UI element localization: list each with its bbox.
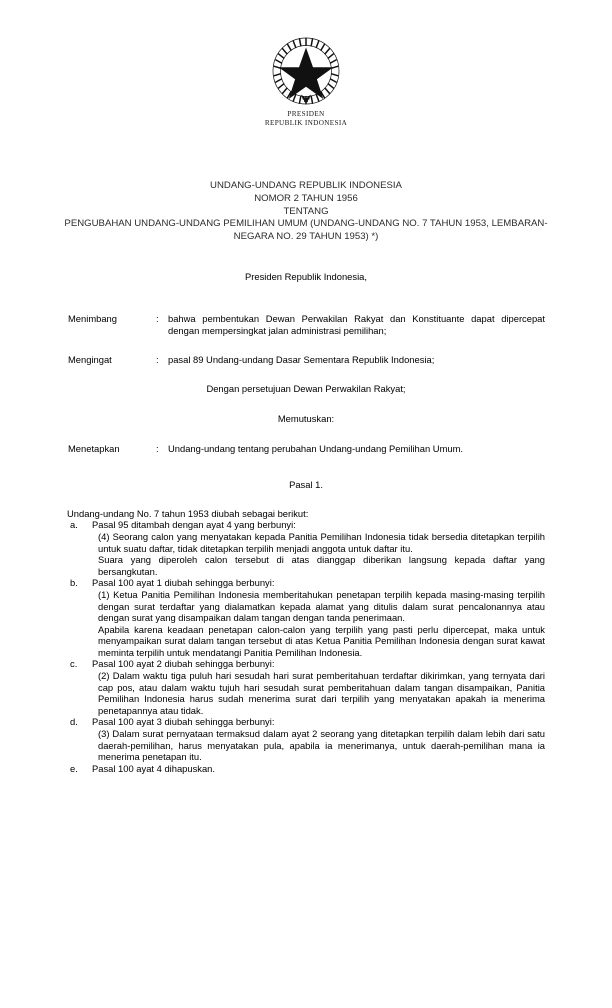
menimbang-colon: : <box>156 313 159 325</box>
mengingat-label: Mengingat <box>68 353 112 365</box>
indonesia-seal-icon <box>270 34 342 108</box>
list-item <box>67 519 545 577</box>
list-item <box>67 658 545 716</box>
title-line-1: UNDANG-UNDANG REPUBLIK INDONESIA <box>210 180 402 192</box>
list-item-marker: b. <box>70 577 78 589</box>
menetapkan-label: Menetapkan <box>68 443 120 455</box>
menetapkan-text: Undang-undang tentang perubahan Undang-undang Pemilihan Umum. <box>168 443 464 455</box>
emblem-caption-line1: PRESIDEN <box>287 110 325 118</box>
clause-mengingat <box>0 354 612 366</box>
issuing-authority: Presiden Republik Indonesia, <box>245 271 367 283</box>
list-item-paragraph: (4) Seorang calon yang menyatakan kepada Panitia Pemilihan Indonesia tidak bersedia ditetapkan terpilih untuk suatu daftar, tidak ditetapkan terpilih menjadi anggota untuk daftar itu. <box>98 530 545 554</box>
list-item-body <box>92 577 545 658</box>
clause-menimbang <box>0 313 612 336</box>
list-item-paragraph: (2) Dalam waktu tiga puluh hari sesudah hari surat pemberitahuan terdaftar dikirimkan, yang ternyata dari cap pos, atau dalam waktu tujuh hari sesudah surat pemberitahuan dalam tangan disampaikan, Panitia Pemilihan Indonesia harus sudah menerima surat dari terpilih yang menyatakan apakah ia menerima penetapannya atau tidak. <box>98 670 545 716</box>
list-item-lead: Pasal 100 ayat 2 diubah sehingga berbunyi: <box>92 658 275 670</box>
list-item-paragraph: (3) Dalam surat pernyataan termaksud dalam ayat 2 seorang yang ditetapkan terpilih dalam lebih dari satu daerah-pemilihan, harus menyatakan pula, apabila ia menerimanya, untuk daerah-pemilihan mana ia menerima penetapan itu. <box>98 728 545 763</box>
mengingat-colon: : <box>156 353 159 365</box>
memutuskan-heading: Memutuskan: <box>277 413 335 425</box>
list-item-paragraph: (1) Ketua Panitia Pemilihan Indonesia memberitahukan penetapan terpilih kepada masing-masing terpilih dengan surat terdaftar yang dialamatkan kepada alamat yang ditulis dalam surat pencalonannya atau dengan surat yang disampaikan dalam tangan dengan tanda penerimaan. <box>98 588 545 624</box>
list-item-paragraph: Apabila karena keadaan penetapan calon-calon yang terpilih yang pasti perlu dipercepat, maka untuk menyampaikan surat dalam tangan tersebut di atas Ketua Panitia Pemilihan Indonesia dengan surat kawat meminta terpilih untuk mendatangi Panitia Pemilihan Indonesia. <box>98 623 545 658</box>
article-body <box>0 508 612 775</box>
list-item-body <box>92 716 545 762</box>
article-intro: Undang-undang No. 7 tahun 1953 diubah sebagai berikut: <box>67 507 309 519</box>
emblem-caption <box>0 110 612 128</box>
clause-menetapkan <box>0 443 612 455</box>
menetapkan-colon: : <box>156 443 159 455</box>
presidential-emblem <box>0 0 612 128</box>
list-item-lead: Pasal 100 ayat 1 diubah sehingga berbunyi: <box>92 577 275 589</box>
article-heading: Pasal 1. <box>289 478 323 490</box>
amendment-list <box>67 519 545 774</box>
list-item <box>67 577 545 658</box>
list-item-body <box>92 658 545 716</box>
menimbang-text: bahwa pembentukan Dewan Perwakilan Rakyat dan Konstituante dapat dipercepat dengan mempersingkat jalan administrasi pemilihan; <box>168 313 545 336</box>
list-item-lead: Pasal 100 ayat 4 dihapuskan. <box>92 762 216 774</box>
list-item-marker: a. <box>70 519 78 531</box>
list-item-paragraph: Suara yang diperoleh calon tersebut di atas dianggap diberikan langsung kepada daftar yang bersangkutan. <box>98 554 545 577</box>
title-line-2: NOMOR 2 TAHUN 1956 <box>254 193 358 204</box>
list-item-body <box>92 763 545 775</box>
list-item-marker: e. <box>70 762 78 774</box>
list-item-marker: d. <box>70 716 78 728</box>
mengingat-text: pasal 89 Undang-undang Dasar Sementara Republik Indonesia; <box>168 353 435 365</box>
list-item-lead: Pasal 100 ayat 3 diubah sehingga berbunyi: <box>92 716 275 728</box>
menimbang-label: Menimbang <box>68 313 117 325</box>
title-line-3: TENTANG <box>283 205 329 217</box>
list-item-marker: c. <box>70 658 78 670</box>
document-title <box>0 180 612 243</box>
list-item <box>67 716 545 762</box>
title-line-4: PENGUBAHAN UNDANG-UNDANG PEMILIHAN UMUM (UNDANG-UNDANG NO. 7 TAHUN 1953, LEMBARAN-NEGARA NO. 29 TAHUN 1953) *) <box>64 218 548 242</box>
emblem-caption-line2: REPUBLIK INDONESIA <box>264 119 348 128</box>
dpr-approval-line: Dengan persetujuan Dewan Perwakilan Rakyat; <box>206 383 406 395</box>
list-item <box>67 763 545 775</box>
list-item-lead: Pasal 95 ditambah dengan ayat 4 yang berbunyi: <box>92 519 296 531</box>
list-item-body <box>92 519 545 577</box>
